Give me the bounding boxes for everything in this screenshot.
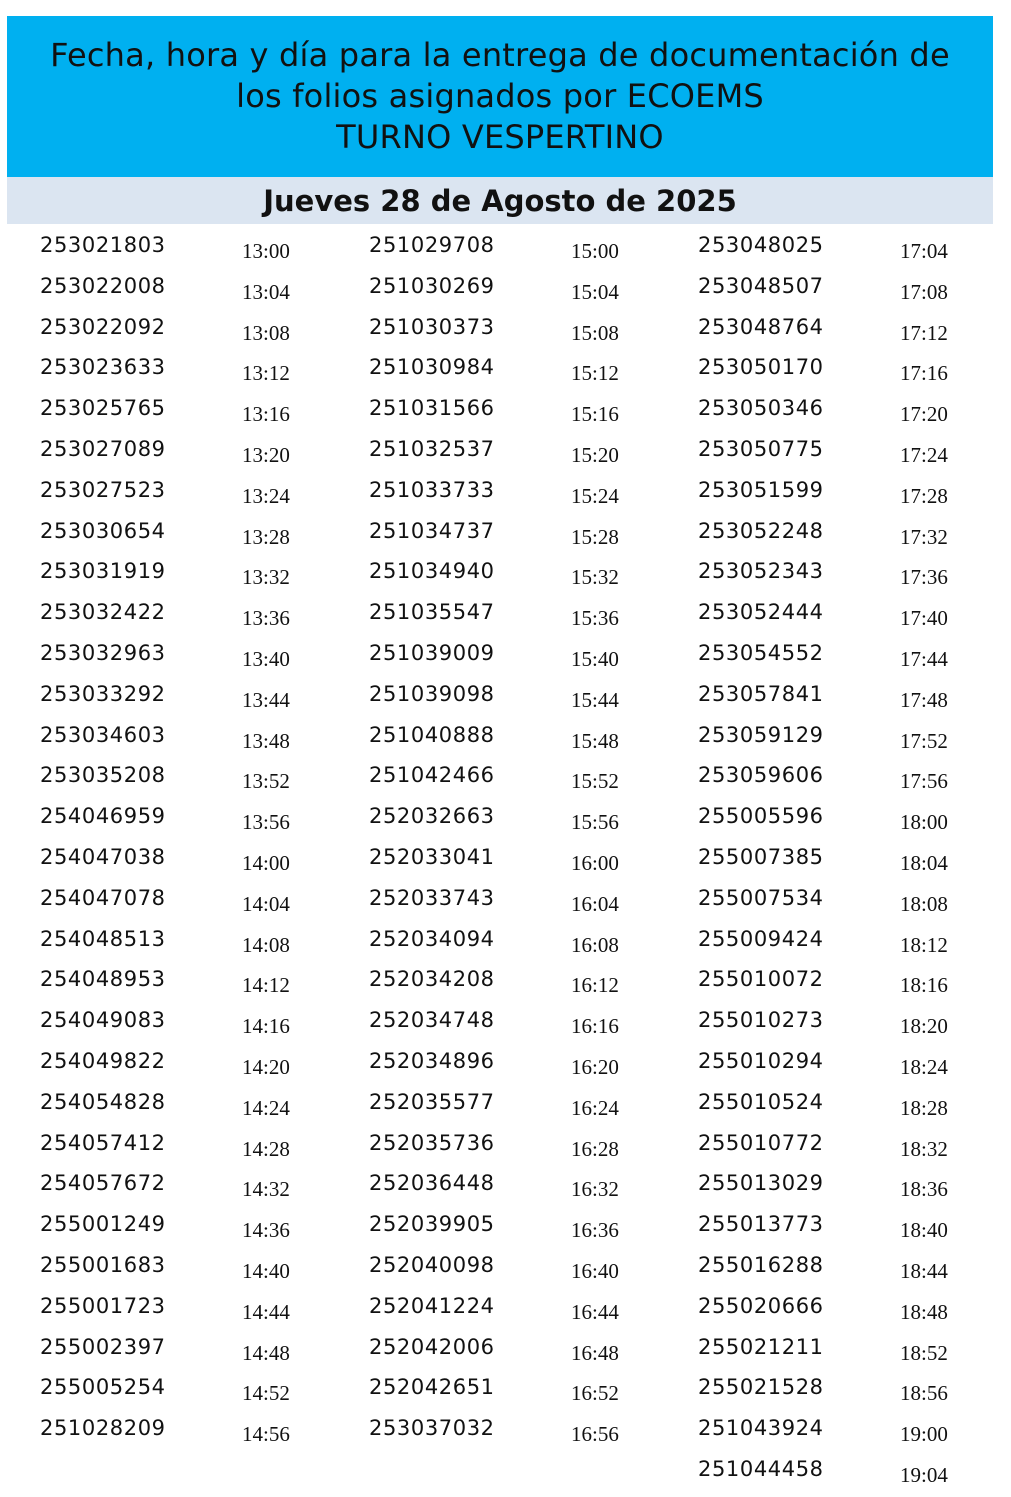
folio-number: 253037032: [369, 1416, 495, 1441]
appointment-time: 16:44: [571, 1299, 619, 1324]
folio-number: 253031919: [40, 559, 166, 584]
appointment-time: 15:32: [571, 565, 619, 590]
schedule-row: [369, 1292, 669, 1333]
schedule-row: [698, 1292, 998, 1333]
appointment-time: 14:32: [242, 1177, 290, 1202]
appointment-time: 19:00: [900, 1422, 948, 1447]
folio-number: 253051599: [698, 477, 824, 502]
schedule-row: [369, 843, 669, 884]
appointment-time: 15:52: [571, 769, 619, 794]
appointment-time: 14:04: [242, 891, 290, 916]
appointment-time: 14:12: [242, 973, 290, 998]
schedule-row: [698, 1169, 998, 1210]
folio-number: 251035547: [369, 600, 495, 625]
appointment-time: 17:04: [900, 239, 948, 263]
appointment-time: 17:16: [900, 361, 948, 386]
folio-number: 255005254: [40, 1375, 166, 1400]
folio-number: 255016288: [698, 1252, 824, 1277]
folio-number: 253048764: [698, 314, 824, 339]
schedule-row: [698, 272, 998, 313]
appointment-time: 16:52: [571, 1381, 619, 1406]
appointment-time: 18:00: [900, 810, 948, 835]
schedule-row: [698, 1455, 998, 1496]
appointment-time: 14:48: [242, 1340, 290, 1365]
folio-number: 251033733: [369, 477, 495, 502]
schedule-row: [698, 1373, 998, 1414]
schedule-row: [698, 1414, 998, 1455]
schedule-row: [698, 884, 998, 925]
schedule-row: [369, 1210, 669, 1251]
schedule-row: [698, 1333, 998, 1374]
folio-number: 255007534: [698, 885, 824, 910]
folio-number: 253052444: [698, 600, 824, 625]
appointment-time: 18:20: [900, 1014, 948, 1039]
appointment-time: 17:52: [900, 728, 948, 753]
appointment-time: 16:32: [571, 1177, 619, 1202]
schedule-row: [40, 802, 340, 843]
folio-number: 255020666: [698, 1293, 824, 1318]
folio-number: 251044458: [698, 1456, 824, 1481]
schedule-row: [369, 802, 669, 843]
folio-number: 254047078: [40, 885, 166, 910]
folio-number: 254049822: [40, 1048, 166, 1073]
appointment-time: 14:20: [242, 1054, 290, 1079]
schedule-row: [40, 761, 340, 802]
folio-number: 253023633: [40, 355, 166, 380]
folio-number: 254054828: [40, 1089, 166, 1114]
folio-number: 253052248: [698, 518, 824, 543]
schedule-row: [40, 517, 340, 558]
appointment-time: 16:20: [571, 1054, 619, 1079]
schedule-row: [698, 761, 998, 802]
folio-number: 254047038: [40, 844, 166, 869]
folio-number: 253027523: [40, 477, 166, 502]
folio-number: 255009424: [698, 926, 824, 951]
appointment-time: 16:40: [571, 1258, 619, 1283]
folio-number: 253030654: [40, 518, 166, 543]
schedule-row: [40, 1251, 340, 1292]
schedule-row: [369, 1006, 669, 1047]
folio-number: 251040888: [369, 722, 495, 747]
folio-number: 253052343: [698, 559, 824, 584]
folio-number: 252036448: [369, 1171, 495, 1196]
schedule-row: [698, 435, 998, 476]
appointment-time: 15:56: [571, 810, 619, 835]
schedule-row: [40, 353, 340, 394]
appointment-time: 18:08: [900, 891, 948, 916]
schedule-row: [40, 1006, 340, 1047]
schedule-row: [698, 721, 998, 762]
folio-number: 253022008: [40, 273, 166, 298]
appointment-time: 13:36: [242, 606, 290, 631]
folio-number: 253057841: [698, 681, 824, 706]
folio-number: 255005596: [698, 804, 824, 829]
schedule-row: [40, 965, 340, 1006]
appointment-time: 13:56: [242, 810, 290, 835]
folio-number: 255007385: [698, 844, 824, 869]
appointment-time: 17:56: [900, 769, 948, 794]
folio-number: 253048025: [698, 233, 824, 257]
folio-number: 252041224: [369, 1293, 495, 1318]
appointment-time: 14:00: [242, 850, 290, 875]
appointment-time: 16:56: [571, 1422, 619, 1447]
folio-number: 255001249: [40, 1212, 166, 1237]
folio-number: 251034737: [369, 518, 495, 543]
title-line-1: Fecha, hora y día para la entrega de documentación de: [50, 36, 950, 74]
folio-number: 253032963: [40, 640, 166, 665]
appointment-time: 13:28: [242, 524, 290, 549]
appointment-time: 14:36: [242, 1218, 290, 1243]
appointment-time: 17:32: [900, 524, 948, 549]
folio-number: 255010524: [698, 1089, 824, 1114]
appointment-time: 14:08: [242, 932, 290, 957]
schedule-row: [40, 1292, 340, 1333]
schedule-row: [40, 476, 340, 517]
schedule-row: [698, 1006, 998, 1047]
folio-number: 254057672: [40, 1171, 166, 1196]
schedule-row: [698, 598, 998, 639]
folio-number: 252042006: [369, 1334, 495, 1359]
folio-number: 253021803: [40, 233, 166, 257]
appointment-time: 17:48: [900, 687, 948, 712]
folio-number: 253050346: [698, 396, 824, 421]
schedule-row: [369, 639, 669, 680]
schedule-row: [40, 1373, 340, 1414]
schedule-row: [698, 965, 998, 1006]
schedule-row: [698, 1210, 998, 1251]
appointment-time: 18:04: [900, 850, 948, 875]
appointment-time: 17:20: [900, 402, 948, 427]
folio-number: 253027089: [40, 436, 166, 461]
schedule-row: [369, 313, 669, 354]
schedule-row: [40, 1047, 340, 1088]
appointment-time: 18:40: [900, 1218, 948, 1243]
appointment-time: 13:52: [242, 769, 290, 794]
schedule-row: [369, 1129, 669, 1170]
schedule-row: [369, 1169, 669, 1210]
schedule-row: [369, 476, 669, 517]
appointment-time: 14:56: [242, 1422, 290, 1447]
appointment-time: 13:08: [242, 320, 290, 345]
appointment-time: 18:32: [900, 1136, 948, 1161]
appointment-time: 18:56: [900, 1381, 948, 1406]
schedule-column-3: [698, 231, 998, 1496]
appointment-time: 15:44: [571, 687, 619, 712]
schedule-row: [369, 557, 669, 598]
appointment-time: 18:28: [900, 1095, 948, 1120]
folio-number: 255021528: [698, 1375, 824, 1400]
folio-number: 255013773: [698, 1212, 824, 1237]
schedule-row: [40, 680, 340, 721]
appointment-time: 16:08: [571, 932, 619, 957]
folio-number: 251030984: [369, 355, 495, 380]
schedule-column-1: [40, 231, 340, 1455]
schedule-row: [40, 394, 340, 435]
appointment-time: 17:44: [900, 646, 948, 671]
schedule-row: [698, 313, 998, 354]
schedule-row: [40, 1088, 340, 1129]
title-banner: [7, 16, 993, 177]
folio-number: 254049083: [40, 1008, 166, 1033]
schedule-row: [369, 435, 669, 476]
folio-number: 253054552: [698, 640, 824, 665]
schedule-row: [369, 761, 669, 802]
folio-number: 252033041: [369, 844, 495, 869]
appointment-time: 15:48: [571, 728, 619, 753]
schedule-row: [369, 884, 669, 925]
folio-number: 255001683: [40, 1252, 166, 1277]
schedule-row: [698, 1088, 998, 1129]
appointment-time: 14:44: [242, 1299, 290, 1324]
schedule-row: [698, 639, 998, 680]
folio-number: 253059129: [698, 722, 824, 747]
appointment-time: 16:12: [571, 973, 619, 998]
schedule-row: [698, 476, 998, 517]
folio-number: 251029708: [369, 233, 495, 257]
appointment-time: 15:40: [571, 646, 619, 671]
schedule-row: [369, 517, 669, 558]
folio-number: 254048513: [40, 926, 166, 951]
schedule-row: [369, 1373, 669, 1414]
folio-number: 252034094: [369, 926, 495, 951]
schedule-row: [369, 1333, 669, 1374]
folio-number: 251043924: [698, 1416, 824, 1441]
schedule-row: [698, 394, 998, 435]
schedule-row: [40, 435, 340, 476]
folio-number: 251031566: [369, 396, 495, 421]
folio-number: 253050170: [698, 355, 824, 380]
appointment-time: 15:28: [571, 524, 619, 549]
folio-number: 253048507: [698, 273, 824, 298]
schedule-row: [40, 721, 340, 762]
schedule-row: [40, 557, 340, 598]
schedule-row: [698, 843, 998, 884]
appointment-time: 18:52: [900, 1340, 948, 1365]
schedule-row: [40, 1129, 340, 1170]
appointment-time: 13:44: [242, 687, 290, 712]
folio-number: 255010772: [698, 1130, 824, 1155]
folio-number: 255001723: [40, 1293, 166, 1318]
folio-number: 252042651: [369, 1375, 495, 1400]
appointment-time: 18:24: [900, 1054, 948, 1079]
folio-number: 252039905: [369, 1212, 495, 1237]
appointment-time: 13:48: [242, 728, 290, 753]
folio-number: 255002397: [40, 1334, 166, 1359]
appointment-time: 15:00: [571, 239, 619, 263]
folio-number: 252033743: [369, 885, 495, 910]
appointment-time: 13:04: [242, 279, 290, 304]
appointment-time: 13:12: [242, 361, 290, 386]
appointment-time: 17:12: [900, 320, 948, 345]
folio-number: 253034603: [40, 722, 166, 747]
appointment-time: 18:48: [900, 1299, 948, 1324]
folio-number: 252040098: [369, 1252, 495, 1277]
folio-number: 253025765: [40, 396, 166, 421]
folio-number: 252034748: [369, 1008, 495, 1033]
appointment-time: 18:36: [900, 1177, 948, 1202]
schedule-row: [698, 231, 998, 272]
folio-number: 251034940: [369, 559, 495, 584]
date-heading: Jueves 28 de Agosto de 2025: [263, 183, 737, 218]
schedule-row: [40, 639, 340, 680]
schedule-row: [40, 1414, 340, 1455]
appointment-time: 13:24: [242, 483, 290, 508]
schedule-row: [369, 1047, 669, 1088]
folio-number: 254057412: [40, 1130, 166, 1155]
appointment-time: 13:00: [242, 239, 290, 263]
appointment-time: 15:24: [571, 483, 619, 508]
folio-number: 251039009: [369, 640, 495, 665]
schedule-row: [369, 231, 669, 272]
schedule-row: [40, 272, 340, 313]
schedule-row: [369, 272, 669, 313]
appointment-time: 15:16: [571, 402, 619, 427]
schedule-row: [40, 925, 340, 966]
folio-number: 251030373: [369, 314, 495, 339]
schedule-row: [40, 843, 340, 884]
schedule-column-2: [369, 231, 669, 1455]
folio-number: 253059606: [698, 763, 824, 788]
folio-number: 255013029: [698, 1171, 824, 1196]
folio-number: 252035736: [369, 1130, 495, 1155]
folio-number: 254048953: [40, 967, 166, 992]
folio-number: 251030269: [369, 273, 495, 298]
appointment-time: 16:24: [571, 1095, 619, 1120]
folio-number: 251032537: [369, 436, 495, 461]
schedule-row: [698, 1047, 998, 1088]
schedule-row: [40, 884, 340, 925]
schedule-row: [369, 965, 669, 1006]
folio-number: 251042466: [369, 763, 495, 788]
appointment-time: 15:04: [571, 279, 619, 304]
schedule-row: [40, 598, 340, 639]
schedule-row: [40, 313, 340, 354]
folio-number: 253050775: [698, 436, 824, 461]
folio-number: 252032663: [369, 804, 495, 829]
folio-number: 253035208: [40, 763, 166, 788]
schedule-row: [698, 802, 998, 843]
appointment-time: 13:16: [242, 402, 290, 427]
schedule-row: [40, 1333, 340, 1374]
folio-number: 255010072: [698, 967, 824, 992]
folio-number: 255010294: [698, 1048, 824, 1073]
appointment-time: 16:28: [571, 1136, 619, 1161]
schedule-row: [369, 598, 669, 639]
appointment-time: 14:16: [242, 1014, 290, 1039]
appointment-time: 16:00: [571, 850, 619, 875]
schedule-row: [698, 517, 998, 558]
appointment-time: 16:48: [571, 1340, 619, 1365]
folio-number: 253032422: [40, 600, 166, 625]
folio-number: 255021211: [698, 1334, 824, 1359]
appointment-time: 16:04: [571, 891, 619, 916]
appointment-time: 15:08: [571, 320, 619, 345]
appointment-time: 15:20: [571, 442, 619, 467]
appointment-time: 18:44: [900, 1258, 948, 1283]
schedule-row: [40, 1210, 340, 1251]
schedule-row: [698, 925, 998, 966]
appointment-time: 17:24: [900, 442, 948, 467]
folio-number: 251028209: [40, 1416, 166, 1441]
schedule-row: [369, 1251, 669, 1292]
schedule-row: [369, 353, 669, 394]
folio-number: 252035577: [369, 1089, 495, 1114]
date-band: [7, 177, 993, 224]
appointment-time: 18:12: [900, 932, 948, 957]
schedule-row: [698, 1251, 998, 1292]
schedule-row: [40, 1169, 340, 1210]
appointment-time: 16:16: [571, 1014, 619, 1039]
schedule-row: [369, 1088, 669, 1129]
appointment-time: 17:36: [900, 565, 948, 590]
schedule-row: [698, 353, 998, 394]
appointment-time: 14:40: [242, 1258, 290, 1283]
appointment-time: 17:28: [900, 483, 948, 508]
appointment-time: 17:40: [900, 606, 948, 631]
folio-number: 252034896: [369, 1048, 495, 1073]
schedule-row: [369, 680, 669, 721]
appointment-time: 13:20: [242, 442, 290, 467]
schedule-row: [369, 1414, 669, 1455]
folio-number: 253033292: [40, 681, 166, 706]
folio-number: 255010273: [698, 1008, 824, 1033]
schedule-row: [369, 721, 669, 762]
appointment-time: 13:32: [242, 565, 290, 590]
schedule-row: [369, 925, 669, 966]
schedule-row: [40, 231, 340, 272]
folio-number: 253022092: [40, 314, 166, 339]
appointment-time: 18:16: [900, 973, 948, 998]
folio-number: 254046959: [40, 804, 166, 829]
schedule-row: [698, 680, 998, 721]
appointment-time: 13:40: [242, 646, 290, 671]
appointment-time: 16:36: [571, 1218, 619, 1243]
folio-number: 251039098: [369, 681, 495, 706]
appointment-time: 15:36: [571, 606, 619, 631]
title-line-2: los folios asignados por ECOEMS: [236, 77, 764, 115]
schedule-row: [698, 557, 998, 598]
appointment-time: 14:28: [242, 1136, 290, 1161]
title-line-3: TURNO VESPERTINO: [336, 118, 664, 156]
appointment-time: 14:52: [242, 1381, 290, 1406]
schedule-row: [369, 394, 669, 435]
folio-number: 252034208: [369, 967, 495, 992]
appointment-time: 17:08: [900, 279, 948, 304]
schedule-row: [698, 1129, 998, 1170]
appointment-time: 14:24: [242, 1095, 290, 1120]
appointment-time: 19:04: [900, 1462, 948, 1487]
appointment-time: 15:12: [571, 361, 619, 386]
